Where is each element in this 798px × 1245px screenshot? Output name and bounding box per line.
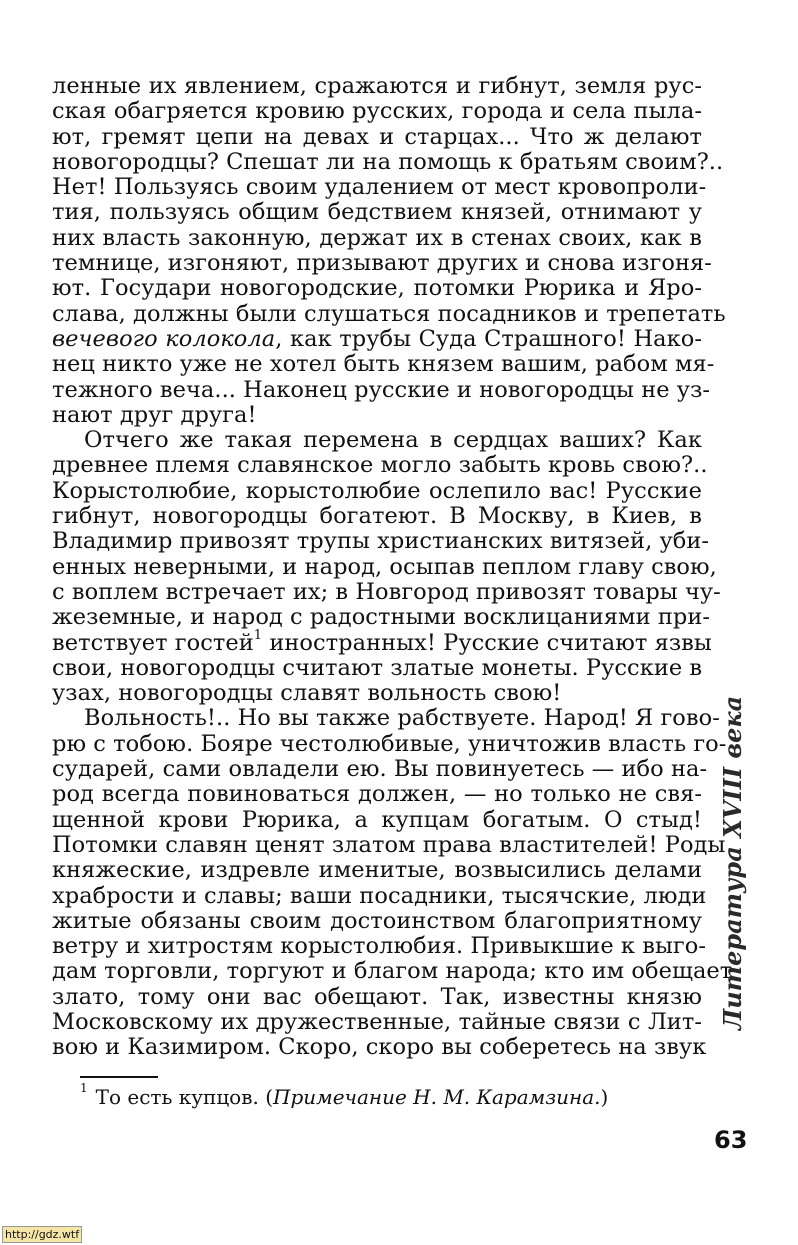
text-line: щенной крови Рюрика, а купцам богатым. О стыд!	[52, 806, 702, 833]
paragraph-start: Отчего же такая перемена в сердцах ваших? Как	[84, 427, 702, 454]
text-line: род всегда повиноваться должен, — но только не свя-	[52, 781, 702, 808]
paragraph-start: Вольность!.. Но вы также рабствуете. Народ! Я гово-	[84, 705, 720, 732]
text-line: Владимир привозят трупы христианских витязей, уби-	[52, 528, 710, 555]
text-line: тежного веча... Наконец русские и новогородцы не уз-	[52, 376, 711, 403]
footnote-divider	[80, 1076, 158, 1078]
text-line: темнице, изгоняют, призывают других и снова изгоня-	[52, 250, 712, 277]
text-line: с воплем встречает их; в Новгород привозят товары чу-	[52, 578, 721, 605]
text-line: рю с тобою. Бояре честолюбивые, уничтожив власть го-	[52, 730, 727, 757]
text-line: сударей, сами овладели ею. Вы повинуетесь — ибо на-	[52, 756, 708, 783]
text-line: ская обагряется кровию русских, города и села пыла-	[52, 98, 702, 125]
text-line: Нет! Пользуясь своим удалением от мест кровопроли-	[52, 174, 707, 201]
text-line: Потомки славян ценят златом права властителей! Роды	[52, 831, 726, 858]
text-line: Корыстолюбие, корыстолюбие ослепило вас! Русские	[52, 477, 702, 504]
text-line: ветру и хитростям корыстолюбия. Привыкшие к выго-	[52, 933, 707, 960]
text-line: жеземные, и народ с радостными восклицаниями при-	[52, 604, 711, 631]
text-line: храбрости и славы; ваши посадники, тысячские, люди	[52, 882, 707, 909]
text-line: вою и Казимиром. Скоро, скоро вы соберетесь на звук	[52, 1034, 707, 1061]
text-line: новогородцы? Спешат ли на помощь к братьям своим?..	[52, 148, 724, 175]
text-line: княжеские, издревле именитые, возвысились делами	[52, 857, 702, 884]
text-line: узах, новогородцы славят вольность свою!	[52, 680, 562, 707]
text-line: ленные их явлением, сражаются и гибнут, земля рус-	[52, 73, 702, 99]
text-line: тия, пользуясь общим бедствием князей, отнимают у	[52, 199, 702, 226]
text-line: злато, тому они вас обещают. Так, известны князю	[52, 983, 702, 1010]
footnote-marker: 1	[80, 1081, 88, 1096]
text-line: гибнут, новогородцы богатеют. В Москву, в Киев, в	[52, 503, 702, 530]
footnote: $^1$ То есть купцов. (Примечание Н. М. Карамзина.)	[80, 1081, 609, 1109]
text-line: житые обязаны своим достоинством благоприятному	[52, 907, 702, 934]
text-line: слава, должны были слушаться посадников и трепетать	[52, 300, 726, 327]
text-line: енных неверными, и народ, осыпав пеплом главу свою,	[52, 553, 717, 580]
text-line: свои, новогородцы считают златые монеты. Русские в	[52, 654, 703, 681]
text-line: ют. Государи новогородские, потомки Рюрика и Яро-	[52, 275, 702, 302]
text-line: нают друг друга!	[52, 401, 257, 428]
text-line-with-italic: вечевого колокола, как трубы Суда Страшного! Нако-	[52, 325, 702, 352]
page-number: 63	[714, 1126, 748, 1154]
running-section-title: Литература XVIII века	[718, 695, 747, 1030]
footnote-italic: Примечание Н. М. Карамзина.	[273, 1085, 601, 1109]
watermark-link[interactable]: http://gdz.wtf	[2, 1226, 82, 1243]
text-line: ют, гремят цепи на девах и старцах... Что ж делают	[52, 123, 702, 150]
footnote-ref[interactable]: 1	[253, 628, 263, 644]
text-line-with-footnote-ref: ветствует гостей$^1$ иностранных! Русские считают язвы	[52, 628, 712, 656]
italic-phrase: вечевого колокола	[52, 325, 276, 352]
text-line: них власть законную, держат их в стенах своих, как в	[52, 224, 702, 251]
text-line: дам торговли, торгуют и благом народа; кто им обещает	[52, 958, 733, 985]
text-line: Московскому их дружественные, тайные связи с Лит-	[52, 1008, 702, 1035]
text-line: древнее племя славянское могло забыть кровь свою?..	[52, 452, 708, 479]
text-line: нец никто уже не хотел быть князем вашим, рабом мя-	[52, 351, 715, 378]
